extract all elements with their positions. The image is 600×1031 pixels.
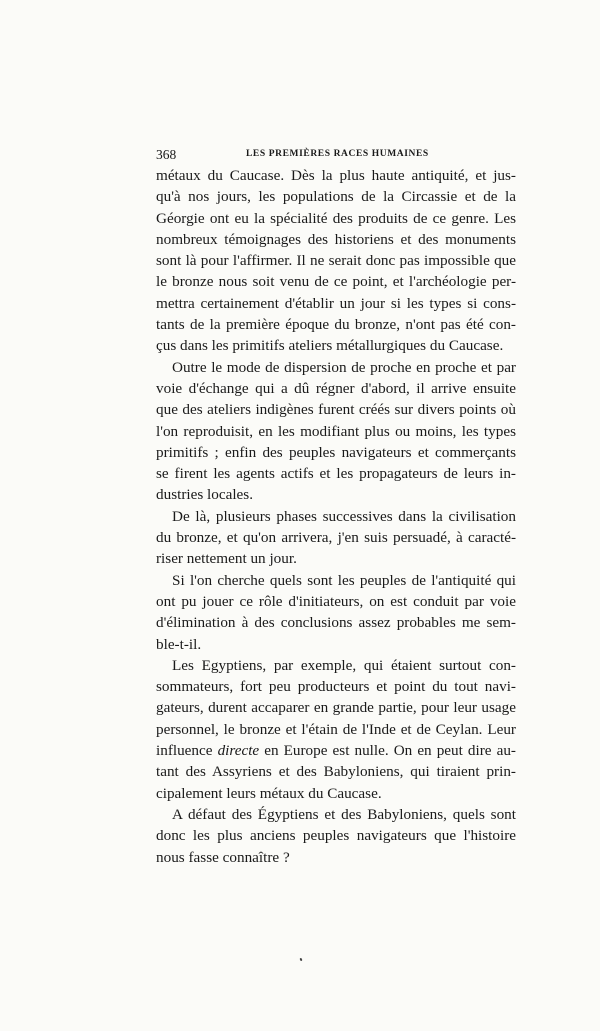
text-line: Si l'on cherche quels sont les peuples de l'antiquité qui bbox=[172, 571, 516, 589]
text-line: nombreux témoignages des historiens et des monuments bbox=[156, 230, 516, 248]
text-line: De là, plusieurs phases successives dans la civilisation bbox=[172, 507, 516, 525]
text-line: ont pu jouer ce rôle d'initiateurs, on est conduit par voie bbox=[156, 592, 516, 610]
text-line: d'élimination à des conclusions assez probables me sem- bbox=[156, 614, 516, 632]
page-header bbox=[156, 147, 516, 165]
running-title: LES PREMIÈRES RACES HUMAINES bbox=[246, 149, 429, 159]
text-line: tant des Assyriens et des Babyloniens, qui tiraient prin- bbox=[156, 763, 516, 781]
text-line: sont là pour l'affirmer. Il ne serait donc pas impossible que bbox=[156, 252, 516, 270]
text-line: primitifs ; enfin des peuples navigateurs et commerçants bbox=[156, 443, 516, 461]
ink-speck bbox=[299, 958, 302, 962]
text-line: personnel, le bronze et l'étain de l'Inde et de Ceylan. Leur bbox=[156, 720, 516, 738]
body-text bbox=[156, 165, 516, 868]
text-line: çus dans les primitifs ateliers métallurgiques du Caucase. bbox=[156, 337, 504, 355]
text-line: nous fasse connaître ? bbox=[156, 848, 290, 866]
text-line: riser nettement un jour. bbox=[156, 550, 297, 568]
text-line: le bronze nous soit venu de ce point, et l'archéologie per- bbox=[156, 273, 516, 291]
text-line: Les Egyptiens, par exemple, qui étaient surtout con- bbox=[172, 656, 516, 674]
text-line: ble-t-il. bbox=[156, 635, 202, 653]
text-line bbox=[156, 740, 516, 761]
text-line: se firent les agents actifs et les propagateurs de leurs in- bbox=[156, 465, 516, 483]
page-number: 368 bbox=[156, 147, 177, 162]
text-line: voie d'échange qui a dû régner d'abord, il arrive ensuite bbox=[156, 379, 516, 397]
text-line: l'on reproduisit, en les modifiant plus ou moins, les types bbox=[156, 422, 516, 440]
text-line: gateurs, durent accaparer en grande partie, pour leur usage bbox=[156, 699, 516, 717]
text-line: tants de la première époque du bronze, n'ont pas été con- bbox=[156, 316, 516, 334]
text-line: métaux du Caucase. Dès la plus haute antiquité, et jus- bbox=[156, 167, 516, 184]
text-line: dustries locales. bbox=[156, 486, 254, 504]
emphasized-word: directe bbox=[217, 742, 260, 760]
text-line-end: en Europe est nulle. On en peut dire au- bbox=[259, 742, 516, 760]
text-line: sommateurs, fort peu producteurs et point du tout navi- bbox=[156, 678, 516, 696]
text-line: mettra certainement d'établir un jour si les types si cons- bbox=[156, 294, 516, 312]
text-line: que des ateliers indigènes furent créés sur divers points où bbox=[156, 401, 516, 419]
text-line: cipalement leurs métaux du Caucase. bbox=[156, 784, 382, 802]
text-line: du bronze, et qu'on arrivera, j'en suis persuadé, à caracté- bbox=[156, 529, 516, 547]
text-line: A défaut des Égyptiens et des Babyloniens, quels sont bbox=[172, 805, 516, 823]
text-line: qu'à nos jours, les populations de la Circassie et de la bbox=[156, 188, 516, 206]
text-line: donc les plus anciens peuples navigateurs que l'histoire bbox=[156, 827, 516, 845]
text-line: Géorgie ont eu la spécialité des produits de ce genre. Les bbox=[156, 209, 516, 227]
text-line: Outre le mode de dispersion de proche en proche et par bbox=[172, 358, 516, 376]
text-line-start: influence bbox=[156, 742, 218, 760]
